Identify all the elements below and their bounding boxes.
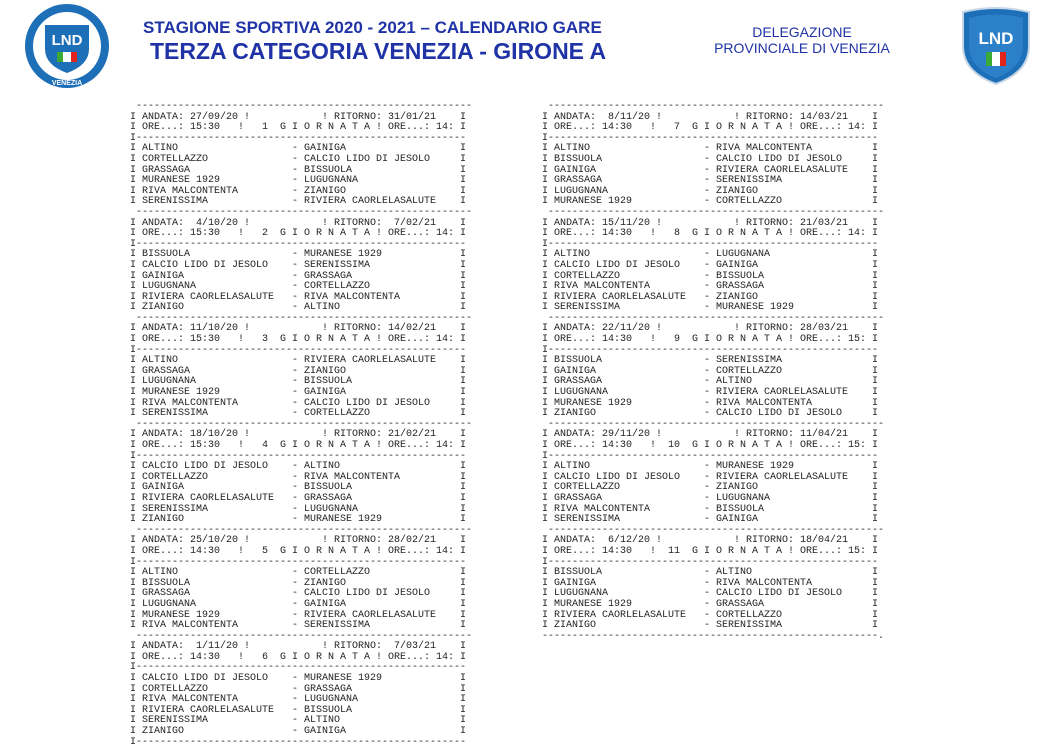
delegation-line2: PROVINCIALE DI VENEZIA [714,40,890,56]
category-title: TERZA CATEGORIA VENEZIA - GIRONE A [150,38,607,64]
round-5-block: -------------------------------------------------------- I ANDATA: 25/10/20 ! ! RITORNO: 28/02/21 I I ORE...: 14:30 ! 5 G I O R N A T A ! ORE...: 14: I I------------------------------------------------------- I ALTINO - CORTELLAZZO I I BISSUOLA - ZIANIGO I I GRASSAGA - CALCIO LIDO DI JESOLO I I LUGUGNANA - GAINIGA I I MURANESE 1929 - RIVIERA CAORLELASALUTE I I RIVA MALCONTENTA - SERENISSIMA I [130,524,473,632]
round-9-block: -------------------------------------------------------- I ANDATA: 22/11/20 ! ! RITORNO: 28/03/21 I I ORE...: 14:30 ! 9 G I O R N A T A ! ORE...: 15: I I------------------------------------------------------- I BISSUOLA - SERENISSIMA I I GAINIGA - CORTELLAZZO I I GRASSAGA - ALTINO I I LUGUGNANA - RIVIERA CAORLELASALUTE I I MURANESE 1929 - RIVA MALCONTENTA I I ZIANIGO - CALCIO LIDO DI JESOLO I [542,312,885,420]
svg-text:LND: LND [978,29,1014,48]
season-title: STAGIONE SPORTIVA 2020 - 2021 – CALENDARIO GARE [143,18,602,37]
round-10-block: -------------------------------------------------------- I ANDATA: 29/11/20 ! ! RITORNO: 11/04/21 I I ORE...: 14:30 ! 10 G I O R N A T A ! ORE...: 15: I I------------------------------------------------------- I ALTINO - MURANESE 1929 I I CALCIO LIDO DI JESOLO - RIVIERA CAORLELASALUTE I I CORTELLAZZO - ZIANIGO I I GRASSAGA - LUGUGNANA I I RIVA MALCONTENTA - BISSUOLA I I SERENISSIMA - GAINIGA I [542,418,885,526]
round-8-block: -------------------------------------------------------- I ANDATA: 15/11/20 ! ! RITORNO: 21/03/21 I I ORE...: 14:30 ! 8 G I O R N A T A ! ORE...: 14: I I------------------------------------------------------- I ALTINO - LUGUGNANA I I CALCIO LIDO DI JESOLO - GAINIGA I I CORTELLAZZO - BISSUOLA I I RIVA MALCONTENTA - GRASSAGA I I RIVIERA CAORLELASALUTE - ZIANIGO I I SERENISSIMA - MURANESE 1929 I [542,206,885,314]
round-7-block: -------------------------------------------------------- I ANDATA: 8/11/20 ! ! RITORNO: 14/03/21 I I ORE...: 14:30 ! 7 G I O R N A T A ! ORE...: 14: I I------------------------------------------------------- I ALTINO - RIVA MALCONTENTA I I BISSUOLA - CALCIO LIDO DI JESOLO I I GAINIGA - RIVIERA CAORLELASALUTE I I GRASSAGA - SERENISSIMA I I LUGUGNANA - ZIANIGO I I MURANESE 1929 - CORTELLAZZO I [542,101,885,208]
svg-text:LND: LND [51,32,83,49]
rounds-column-left [130,102,472,748]
round-1-block: -------------------------------------------------------- I ANDATA: 27/09/20 ! ! RITORNO: 31/01/21 I I ORE...: 15:30 ! 1 G I O R N A T A ! ORE...: 14: I I------------------------------------------------------- I ALTINO - GAINIGA I I CORTELLAZZO - CALCIO LIDO DI JESOLO I I GRASSAGA - BISSUOLA I I MURANESE 1929 - LUGUGNANA I I RIVA MALCONTENTA - ZIANIGO I I SERENISSIMA - RIVIERA CAORLELASALUTE I [130,101,473,208]
round-11-block: -------------------------------------------------------- I ANDATA: 6/12/20 ! ! RITORNO: 18/04/21 I I ORE...: 14:30 ! 11 G I O R N A T A ! ORE...: 15: I I------------------------------------------------------- I BISSUOLA - ALTINO I I GAINIGA - RIVA MALCONTENTA I I LUGUGNANA - CALCIO LIDO DI JESOLO I I MURANESE 1929 - GRASSAGA I I RIVIERA CAORLELASALUTE - CORTELLAZZO I I ZIANIGO - SERENISSIMA I [542,524,885,632]
round-6-block: -------------------------------------------------------- I ANDATA: 1/11/20 ! ! RITORNO: 7/03/21 I I ORE...: 14:30 ! 6 G I O R N A T A ! ORE...: 14: I I------------------------------------------------------- I CALCIO LIDO DI JESOLO - MURANESE 1929 I I CORTELLAZZO - GRASSAGA I I RIVA MALCONTENTA - LUGUGNANA I I RIVIERA CAORLELASALUTE - BISSUOLA I I SERENISSIMA - ALTINO I I ZIANIGO - GAINIGA I [130,630,473,738]
round-3-block: -------------------------------------------------------- I ANDATA: 11/10/20 ! ! RITORNO: 14/02/21 I I ORE...: 15:30 ! 3 G I O R N A T A ! ORE...: 14: I I------------------------------------------------------- I ALTINO - RIVIERA CAORLELASALUTE I I GRASSAGA - ZIANIGO I I LUGUGNANA - BISSUOLA I I MURANESE 1929 - GAINIGA I I RIVA MALCONTENTA - CALCIO LIDO DI JESOLO I I SERENISSIMA - CORTELLAZZO I [130,312,473,420]
lnd-venezia-logo [24,3,110,89]
round-2-block: -------------------------------------------------------- I ANDATA: 4/10/20 ! ! RITORNO: 7/02/21 I I ORE...: 15:30 ! 2 G I O R N A T A ! ORE...: 14: I I------------------------------------------------------- I BISSUOLA - MURANESE 1929 I I CALCIO LIDO DI JESOLO - SERENISSIMA I I GAINIGA - GRASSAGA I I LUGUGNANA - CORTELLAZZO I I RIVIERA CAORLELASALUTE - RIVA MALCONTENTA I I ZIANIGO - ALTINO I [130,206,473,314]
delegation-line1: DELEGAZIONE [752,24,852,40]
round-4-block: -------------------------------------------------------- I ANDATA: 18/10/20 ! ! RITORNO: 21/02/21 I I ORE...: 15:30 ! 4 G I O R N A T A ! ORE...: 14: I I------------------------------------------------------- I CALCIO LIDO DI JESOLO - ALTINO I I CORTELLAZZO - RIVA MALCONTENTA I I GAINIGA - BISSUOLA I I RIVIERA CAORLELASALUTE - GRASSAGA I I SERENISSIMA - LUGUGNANA I I ZIANIGO - MURANESE 1929 I [130,418,473,526]
rounds-column-right [542,102,884,642]
svg-text:VENEZIA: VENEZIA [51,80,83,87]
delegation-block [712,24,892,56]
lnd-shield-logo [960,6,1032,86]
column-bottom-border: I------------------------------------------------------- [130,736,467,748]
column-bottom-border: --------------------------------------------------------. [542,630,885,642]
